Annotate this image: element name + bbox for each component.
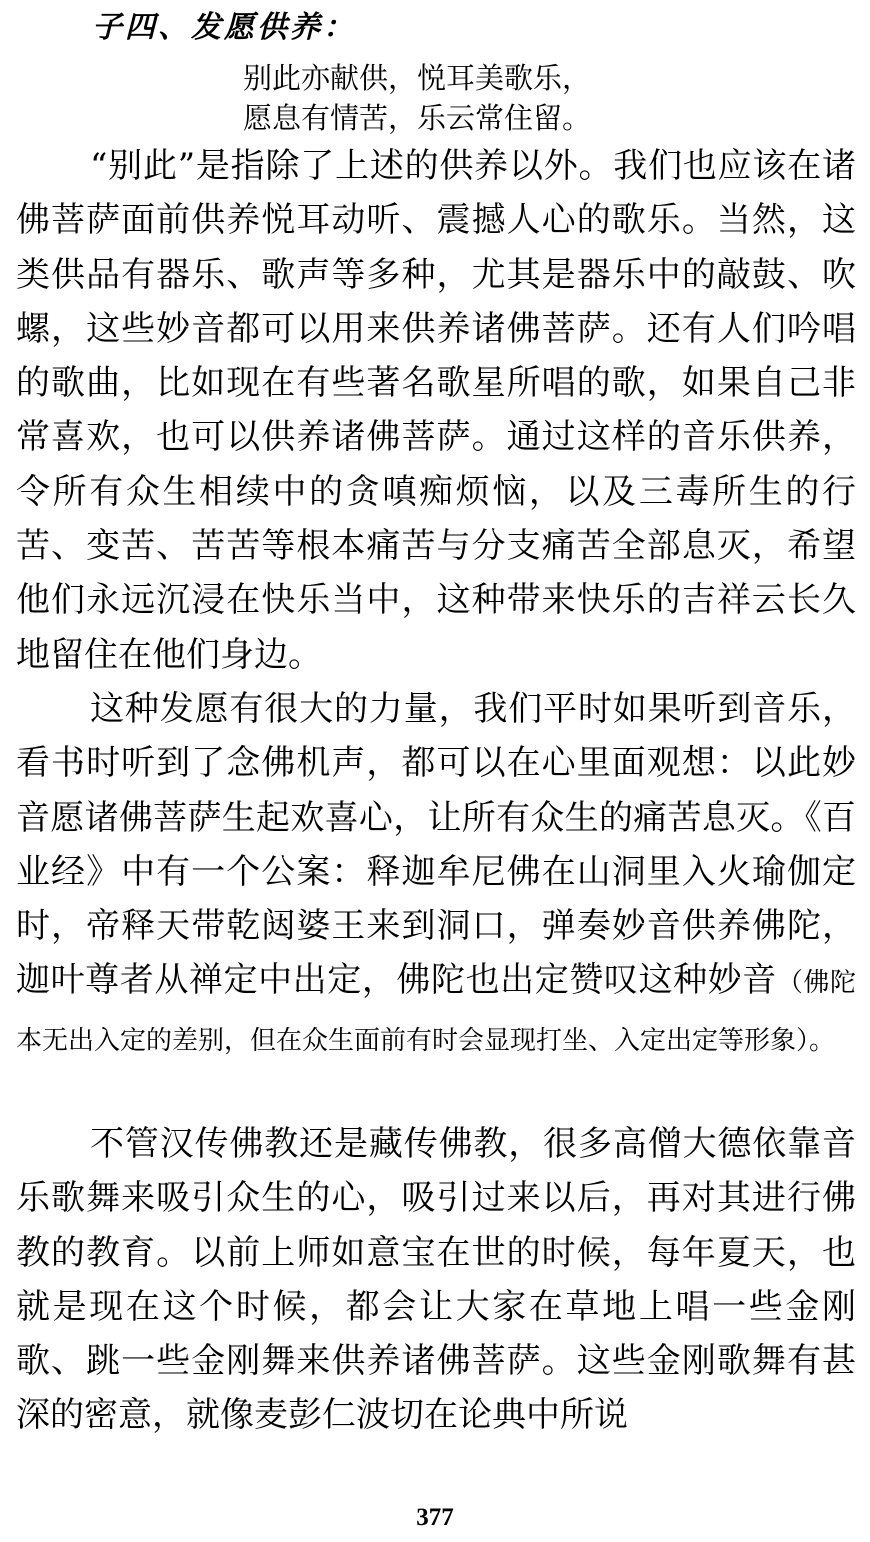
page-number: 377 xyxy=(416,1504,454,1531)
paragraph-1: “别此”是指除了上述的供养以外。我们也应该在诸佛菩萨面前供养悦耳动听、震撼人心的歌乐。当然，这类供品有器乐、歌声等多种，尤其是器乐中的敲鼓、吹螺，这些妙音都可以用来供养诸佛菩萨。还有人们吟唱的歌曲，比如现在有些著名歌星所唱的歌，如果自己非常喜欢，也可以供养诸佛菩萨。通过这样的音乐供养，令所有众生相续中的贪嗔痴烦恼，以及三毒所生的行苦、变苦、苦苦等根本痛苦与分支痛苦全部息灭，希望他们永远沉浸在快乐当中，这种带来快乐的吉祥云长久地留住在他们身边。 xyxy=(16,146,856,675)
verse-line-2: 愿息有情苦，乐云常住留。 xyxy=(243,101,592,135)
paragraph-3: 不管汉传佛教还是藏传佛教，很多高僧大德依靠音乐歌舞来吸引众生的心，吸引过来以后，再对其进行佛教的教育。以前上师如意宝在世的时候，每年夏天，也就是现在这个时候，都会让大家在草地上唱一些金刚歌、跳一些金刚舞来供养诸佛菩萨。这些金刚歌舞有甚深的密意，就像麦彭仁波切在论典中所说 xyxy=(16,1124,856,1436)
paragraph-2-main: 这种发愿有很大的力量，我们平时如果听到音乐，看书时听到了念佛机声，都可以在心里面观想：以此妙音愿诸佛菩萨生起欢喜心，让所有众生的痛苦息灭。《百业经》中有一个公案：释迦牟尼佛在山洞里入火瑜伽定时，帝释天带乾闼婆王来到洞口，弹奏妙音供养佛陀，迦叶尊者从禅定中出定，佛陀也出定赞叹这种妙音 xyxy=(16,689,856,1001)
section-heading: 子四、发愿供养： xyxy=(92,10,356,45)
paragraph-2 xyxy=(16,682,856,1068)
paragraph-2-note: （佛陀本无出入定的差别，但在众生面前有时会显现打坐、入定出定等形象）。 xyxy=(16,968,856,1056)
verse-line-1: 别此亦献供，悦耳美歌乐， xyxy=(243,61,592,95)
